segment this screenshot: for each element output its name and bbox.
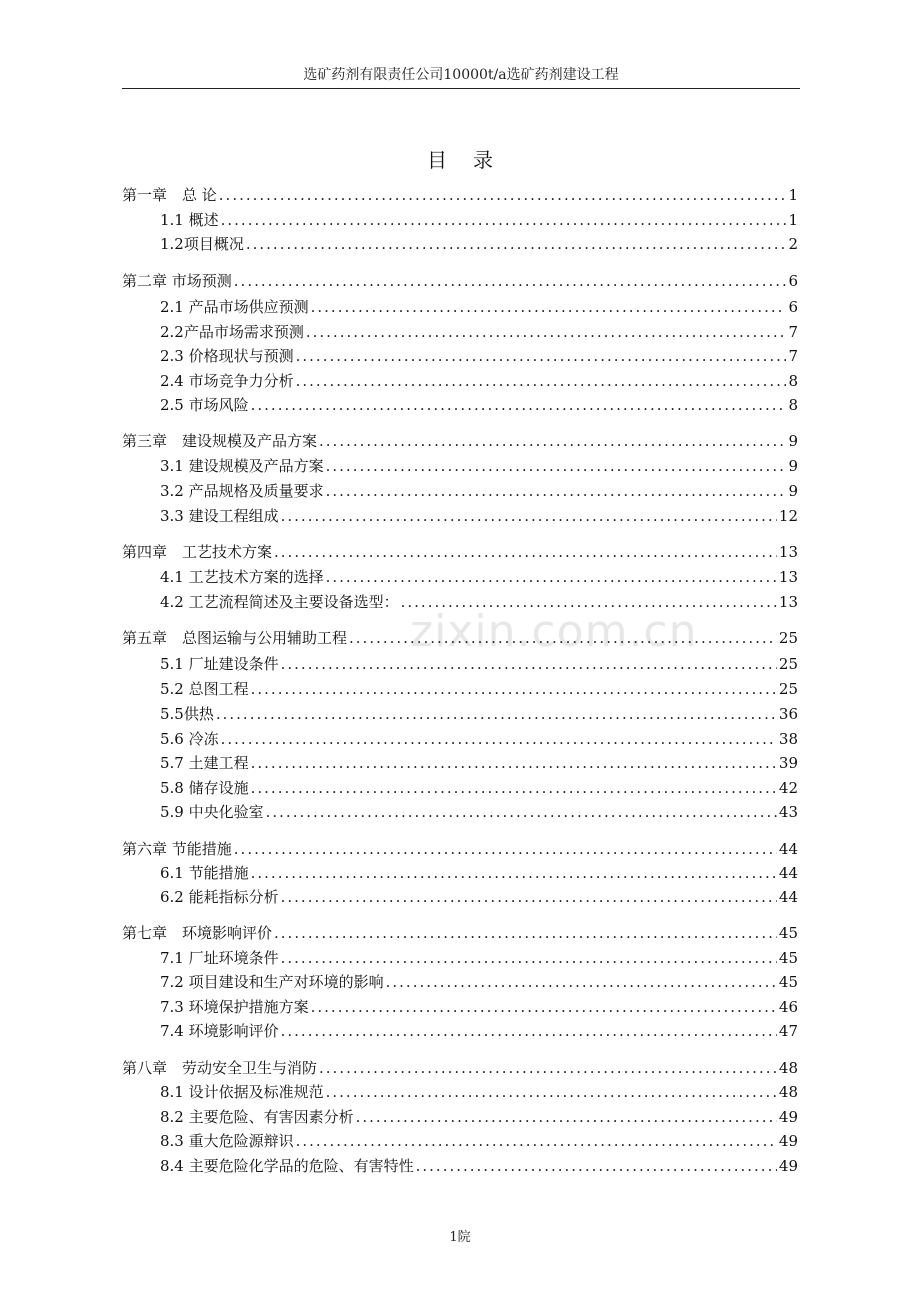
- toc-entry-label: 4.2 工艺流程简述及主要设备选型：: [160, 593, 399, 611]
- toc-entry-page: 39: [778, 754, 798, 772]
- toc-entry-page: 6: [788, 298, 798, 316]
- toc-entry-page: 25: [778, 629, 798, 647]
- toc-entry-page: 8: [788, 372, 798, 390]
- toc-entry-label: 第一章 总 论: [122, 186, 217, 204]
- toc-entry-label: 8.2 主要危险、有害因素分析: [160, 1108, 354, 1126]
- toc-leader-dots: [251, 862, 777, 884]
- toc-entry-label: 5.6 冷冻: [160, 730, 219, 748]
- toc-section-entry[interactable]: [122, 996, 798, 1018]
- toc-entry-label: 7.3 环境保护措施方案: [160, 998, 309, 1016]
- toc-section-entry[interactable]: [122, 1020, 798, 1042]
- toc-entry-page: 13: [778, 568, 798, 586]
- toc-entry-page: 25: [778, 655, 798, 673]
- toc-section-entry[interactable]: [122, 703, 798, 725]
- toc-entry-page: 7: [788, 347, 798, 365]
- toc-entry-label: 2.1 产品市场供应预测: [160, 298, 309, 316]
- toc-section-entry[interactable]: [122, 566, 798, 588]
- toc-entry-page: 25: [778, 680, 798, 698]
- toc-entry-page: 44: [778, 888, 798, 906]
- toc-section-entry[interactable]: [122, 728, 798, 750]
- toc-leader-dots: [326, 455, 787, 477]
- toc-entry-label: 3.3 建设工程组成: [160, 507, 279, 525]
- toc-entry-page: 48: [778, 1059, 798, 1077]
- toc-entry-label: 7.2 项目建设和生产对环境的影响: [160, 973, 384, 991]
- toc-entry-label: 2.3 价格现状与预测: [160, 347, 294, 365]
- toc-leader-dots: [251, 394, 787, 416]
- toc-section-entry[interactable]: [122, 678, 798, 700]
- toc-chapter-entry[interactable]: [122, 627, 798, 649]
- toc-entry-page: 45: [778, 924, 798, 942]
- toc-entry-page: 49: [778, 1108, 798, 1126]
- toc-leader-dots: [326, 566, 777, 588]
- toc-section-entry[interactable]: [122, 1130, 798, 1152]
- toc-leader-dots: [349, 627, 777, 649]
- toc-entry-page: 45: [778, 949, 798, 967]
- toc-section-entry[interactable]: [122, 777, 798, 799]
- toc-leader-dots: [326, 1081, 777, 1103]
- toc-entry-page: 8: [788, 396, 798, 414]
- toc-entry-label: 1.1 概述: [160, 211, 219, 229]
- toc-section-entry[interactable]: [122, 370, 798, 392]
- toc-entry-page: 44: [778, 840, 798, 858]
- toc-leader-dots: [281, 505, 777, 527]
- toc-entry-page: 42: [778, 779, 798, 797]
- toc-leader-dots: [306, 321, 787, 343]
- toc-section-entry[interactable]: [122, 886, 798, 908]
- toc-entry-page: 47: [778, 1022, 798, 1040]
- toc-entry-page: 7: [788, 323, 798, 341]
- toc-entry-label: 第八章 劳动安全卫生与消防: [122, 1059, 318, 1077]
- toc-section-entry[interactable]: [122, 1081, 798, 1103]
- toc-section-entry[interactable]: [122, 233, 798, 255]
- toc-entry-label: 2.5 市场风险: [160, 396, 249, 414]
- toc-section-entry[interactable]: [122, 862, 798, 884]
- toc-leader-dots: [281, 886, 777, 908]
- toc-leader-dots: [296, 370, 787, 392]
- toc-entry-page: 2: [788, 235, 798, 253]
- toc-chapter-entry[interactable]: [122, 1057, 798, 1079]
- toc-leader-dots: [281, 1020, 777, 1042]
- toc-leader-dots: [281, 653, 777, 675]
- toc-entry-page: 44: [778, 864, 798, 882]
- toc-entry-page: 12: [778, 507, 798, 525]
- toc-entry-page: 1: [788, 186, 798, 204]
- toc-section-entry[interactable]: [122, 947, 798, 969]
- toc-leader-dots: [251, 752, 777, 774]
- toc-entry-label: 5.2 总图工程: [160, 680, 249, 698]
- toc-section-entry[interactable]: [122, 296, 798, 318]
- toc-leader-dots: [356, 1106, 777, 1128]
- toc-entry-page: 46: [778, 998, 798, 1016]
- toc-entry-page: 1: [788, 211, 798, 229]
- toc-entry-label: 7.4 环境影响评价: [160, 1022, 279, 1040]
- toc-leader-dots: [251, 777, 777, 799]
- toc-entry-label: 8.1 设计依据及标准规范: [160, 1083, 324, 1101]
- page-header: 选矿药剂有限责任公司10000t/a选矿药剂建设工程: [303, 67, 619, 83]
- toc-section-entry[interactable]: [122, 480, 798, 502]
- toc-entry-label: 第二章 市场预测: [122, 272, 232, 290]
- toc-entry-label: 5.1 厂址建设条件: [160, 655, 279, 673]
- toc-entry-label: 7.1 厂址环境条件: [160, 949, 279, 967]
- toc-leader-dots: [219, 184, 787, 206]
- toc-entry-page: 38: [778, 730, 798, 748]
- toc-entry-label: 5.7 土建工程: [160, 754, 249, 772]
- toc-entry-label: 1.2项目概况: [160, 235, 244, 253]
- toc-entry-label: 4.1 工艺技术方案的选择: [160, 568, 324, 586]
- toc-leader-dots: [251, 678, 777, 700]
- toc-entry-page: 43: [778, 803, 798, 821]
- toc-entry-label: 8.3 重大危险源辩识: [160, 1132, 294, 1150]
- toc-section-entry[interactable]: [122, 345, 798, 367]
- toc-leader-dots: [266, 801, 777, 823]
- toc-leader-dots: [274, 541, 777, 563]
- toc-section-entry[interactable]: [122, 752, 798, 774]
- toc-chapter-entry[interactable]: [122, 838, 798, 860]
- toc-leader-dots: [296, 345, 787, 367]
- toc-entry-page: 49: [778, 1132, 798, 1150]
- toc-entry-page: 9: [788, 482, 798, 500]
- toc-leader-dots: [386, 971, 777, 993]
- toc-section-entry[interactable]: [122, 653, 798, 675]
- toc-entry-label: 3.2 产品规格及质量要求: [160, 482, 324, 500]
- toc-entry-page: 13: [778, 593, 798, 611]
- toc-section-entry[interactable]: [122, 394, 798, 416]
- toc-section-entry[interactable]: [122, 971, 798, 993]
- toc-section-entry[interactable]: [122, 321, 798, 343]
- toc-leader-dots: [319, 430, 786, 452]
- toc-chapter-entry[interactable]: [122, 184, 798, 206]
- toc-entry-page: 48: [778, 1083, 798, 1101]
- toc-section-entry[interactable]: [122, 1155, 798, 1177]
- toc-entry-label: 2.2产品市场需求预测: [160, 323, 304, 341]
- toc-leader-dots: [311, 296, 787, 318]
- toc-section-entry[interactable]: [122, 591, 798, 613]
- toc-leader-dots: [216, 703, 777, 725]
- toc-leader-dots: [326, 480, 787, 502]
- toc-entry-label: 第六章 节能措施: [122, 840, 232, 858]
- toc-leader-dots: [234, 270, 787, 292]
- watermark: zixin.com.cn: [410, 606, 698, 657]
- toc-entry-label: 第四章 工艺技术方案: [122, 543, 273, 561]
- toc-leader-dots: [234, 838, 777, 860]
- toc-entry-label: 6.2 能耗指标分析: [160, 888, 279, 906]
- toc-section-entry[interactable]: [122, 801, 798, 823]
- page-number: 1院: [449, 1230, 471, 1245]
- toc-entry-label: 8.4 主要危险化学品的危险、有害特性: [160, 1157, 414, 1175]
- toc-entry-label: 6.1 节能措施: [160, 864, 249, 882]
- toc-entry-page: 45: [778, 973, 798, 991]
- toc-entry-page: 9: [788, 432, 798, 450]
- toc-leader-dots: [221, 209, 787, 231]
- toc-leader-dots: [311, 996, 777, 1018]
- toc-entry-page: 36: [778, 705, 798, 723]
- toc-section-entry[interactable]: [122, 505, 798, 527]
- toc-entry-page: 13: [778, 543, 798, 561]
- toc-entry-label: 5.5供热: [160, 705, 214, 723]
- toc-entry-page: 6: [788, 272, 798, 290]
- toc-entry-label: 5.9 中央化验室: [160, 803, 264, 821]
- toc-chapter-entry[interactable]: [122, 430, 798, 452]
- header-rule: [122, 88, 800, 89]
- toc-leader-dots: [274, 922, 777, 944]
- toc-leader-dots: [296, 1130, 777, 1152]
- toc-entry-label: 第三章 建设规模及产品方案: [122, 432, 318, 450]
- toc-section-entry[interactable]: [122, 455, 798, 477]
- toc-leader-dots: [221, 728, 777, 750]
- toc-section-entry[interactable]: [122, 1106, 798, 1128]
- toc-chapter-entry[interactable]: [122, 541, 798, 563]
- toc-entry-page: 9: [788, 457, 798, 475]
- toc-entry-label: 第五章 总图运输与公用辅助工程: [122, 629, 348, 647]
- toc-title: 目录: [427, 148, 519, 172]
- toc-leader-dots: [401, 591, 777, 613]
- toc-leader-dots: [281, 947, 777, 969]
- toc-entry-page: 49: [778, 1157, 798, 1175]
- toc-entry-label: 3.1 建设规模及产品方案: [160, 457, 324, 475]
- toc-chapter-entry[interactable]: [122, 922, 798, 944]
- toc-entry-label: 第七章 环境影响评价: [122, 924, 273, 942]
- toc-leader-dots: [416, 1155, 777, 1177]
- toc-chapter-entry[interactable]: [122, 270, 798, 292]
- toc-section-entry[interactable]: [122, 209, 798, 231]
- toc-entry-label: 5.8 储存设施: [160, 779, 249, 797]
- toc-leader-dots: [319, 1057, 777, 1079]
- toc-leader-dots: [246, 233, 787, 255]
- toc-entry-label: 2.4 市场竞争力分析: [160, 372, 294, 390]
